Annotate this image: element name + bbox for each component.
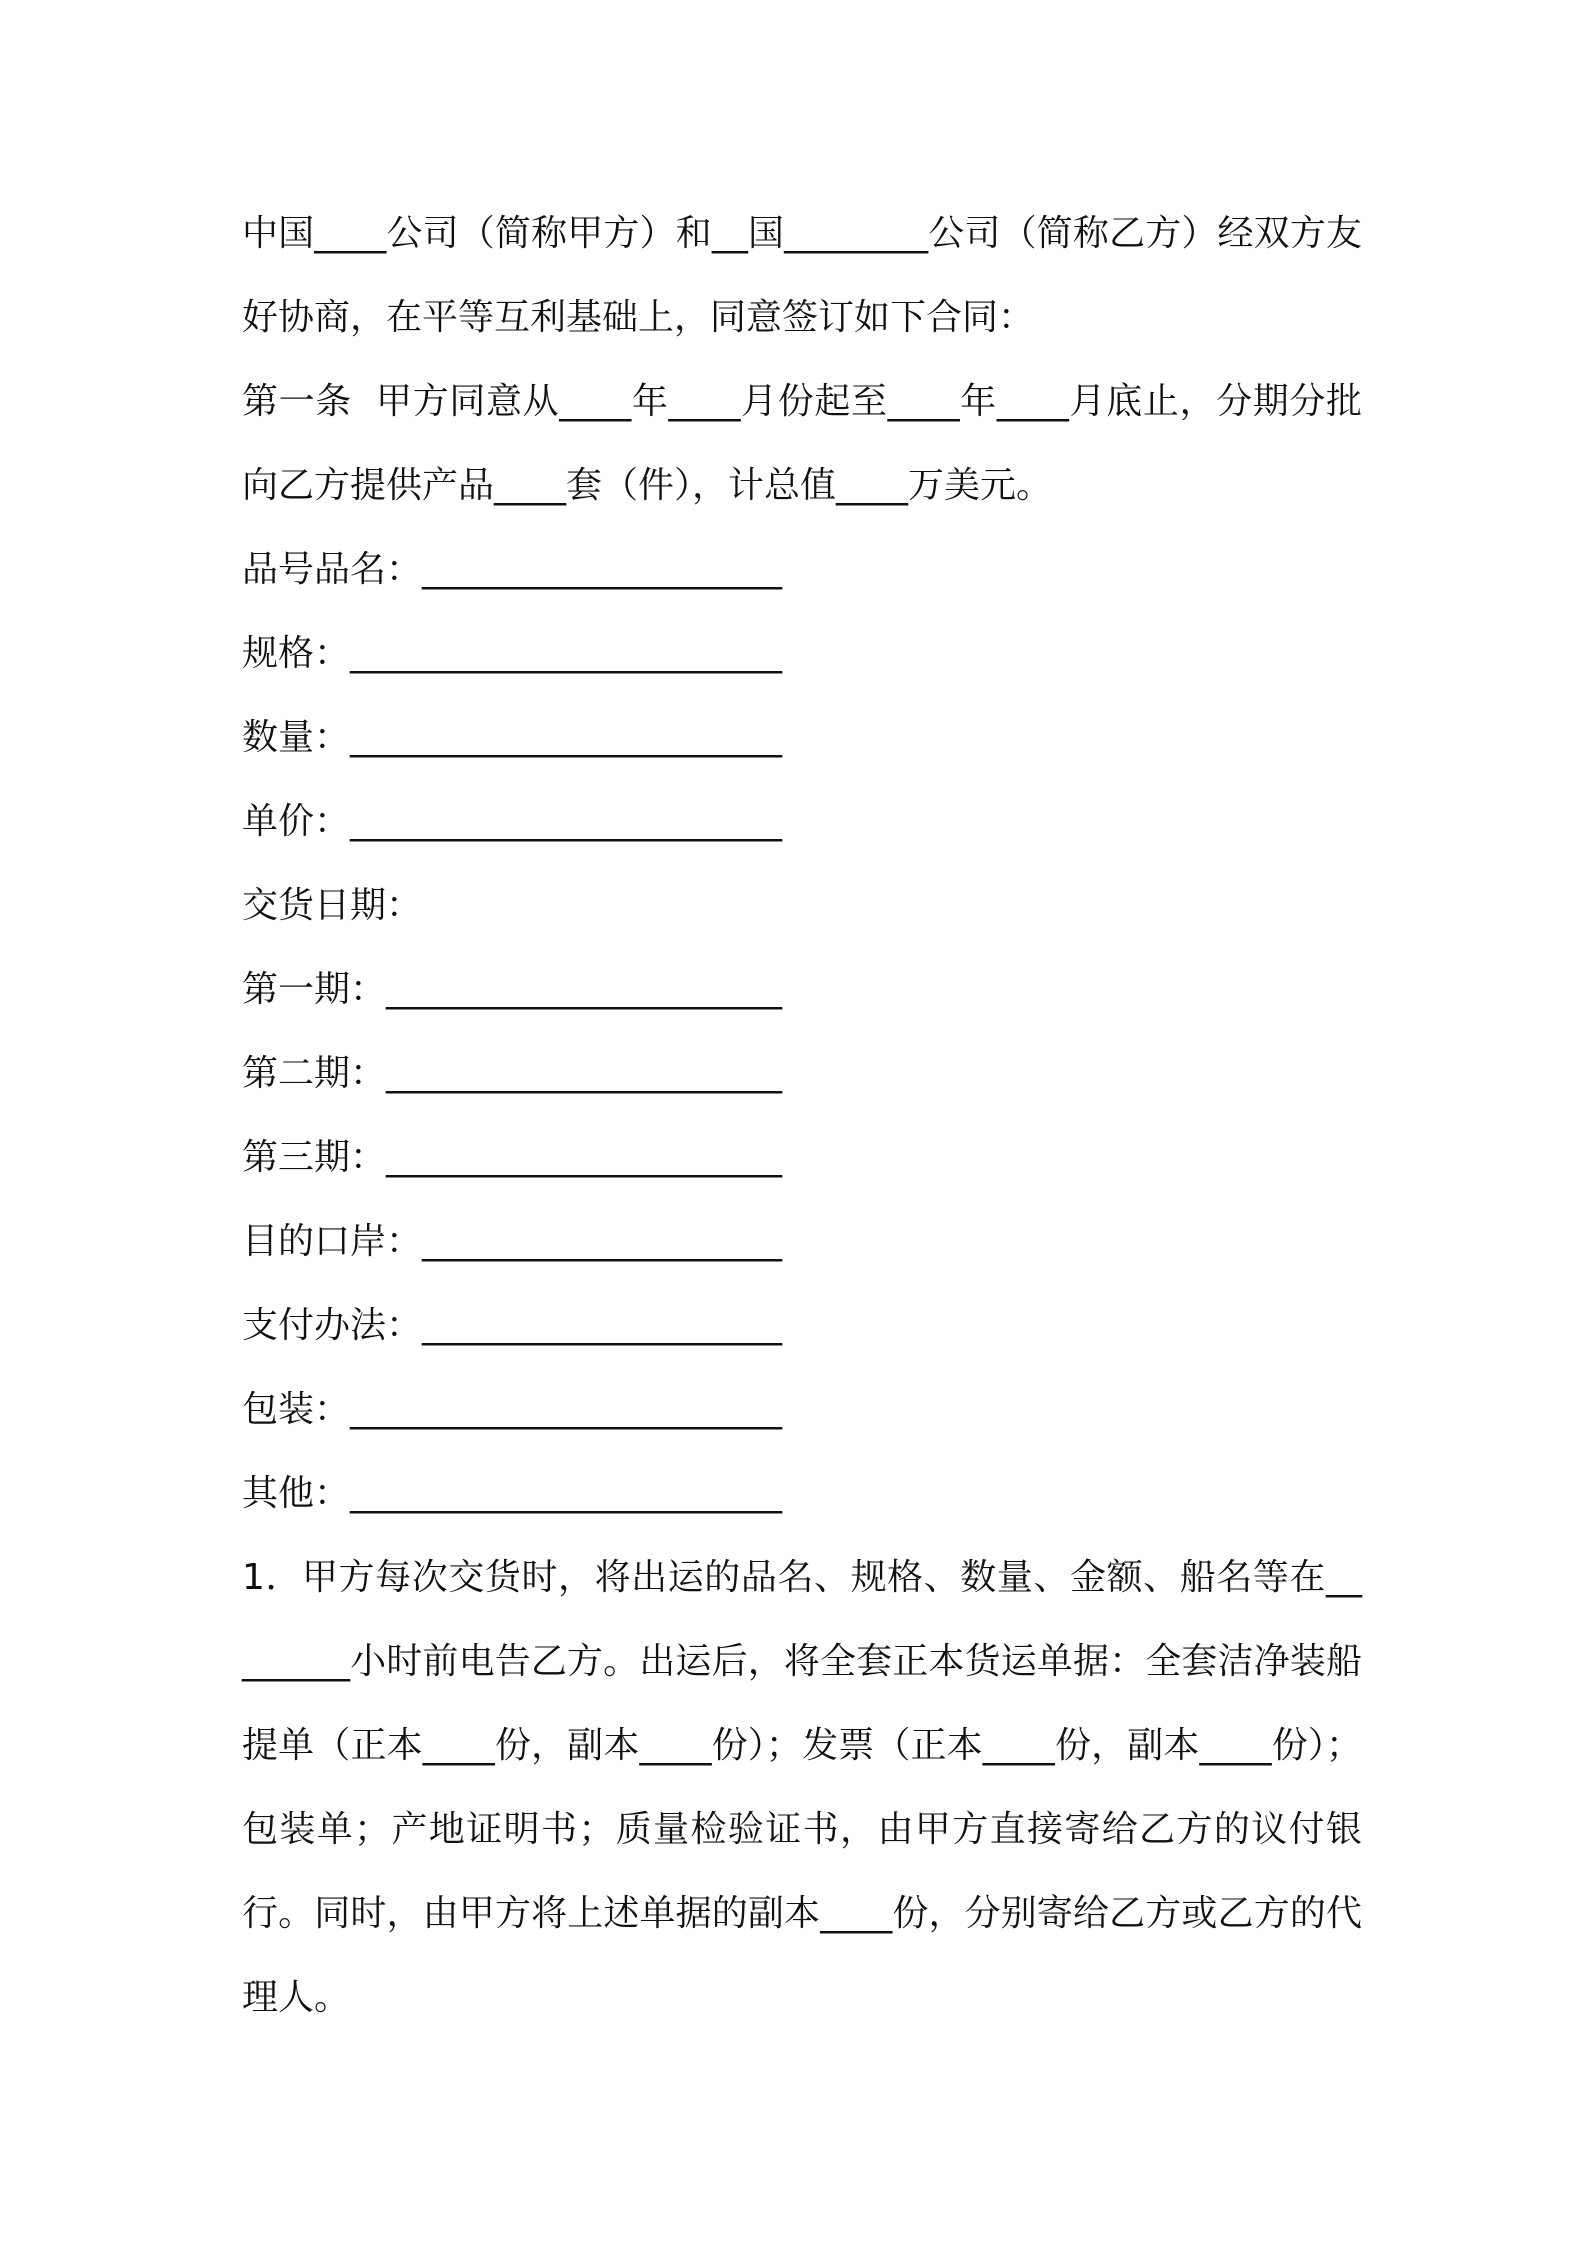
field-other: 其他：________________________ bbox=[242, 1473, 783, 1514]
clause-1: 1．甲方每次交货时，将出运的品名、规格、数量、金额、船名等在________小时前电告乙方。出运后，将全套正本货运单据：全套洁净装船提单（正本____份，副本____份）；发票（正本____份，副本____份）；包装单；产地证明书；质量检验证书，由甲方直接寄给乙方的议付银行。同时，由甲方将上述单据的副本____份，分别寄给乙方或乙方的代理人。 bbox=[242, 1557, 1362, 2018]
field-phase-2: 第二期：______________________ bbox=[242, 1053, 783, 1094]
field-delivery-date: 交货日期： bbox=[242, 885, 423, 926]
field-destination-port: 目的口岸：____________________ bbox=[242, 1221, 783, 1262]
field-phase-3: 第三期：______________________ bbox=[242, 1137, 783, 1178]
field-unit-price: 单价：________________________ bbox=[242, 801, 783, 842]
contract-intro: 中国____公司（简称甲方）和__国________公司（简称乙方）经双方友好协商，在平等互利基础上，同意签订如下合同： bbox=[242, 213, 1362, 338]
field-phase-1: 第一期：______________________ bbox=[242, 969, 783, 1010]
field-packaging: 包装：________________________ bbox=[242, 1389, 783, 1430]
article-1: 第一条 甲方同意从____年____月份起至____年____月底止，分期分批向乙方提供产品____套（件），计总值____万美元。 bbox=[242, 381, 1362, 506]
field-payment-method: 支付办法：____________________ bbox=[242, 1305, 783, 1346]
contract-body bbox=[242, 192, 1362, 2040]
field-specification: 规格：________________________ bbox=[242, 633, 783, 674]
field-product-name: 品号品名：____________________ bbox=[242, 549, 783, 590]
field-quantity: 数量：________________________ bbox=[242, 717, 783, 758]
